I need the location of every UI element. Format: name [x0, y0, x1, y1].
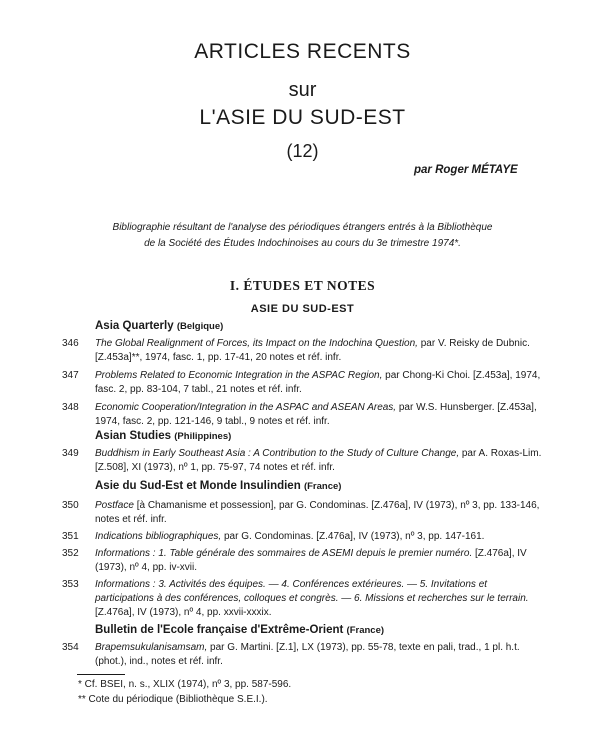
- journal-country: (France): [346, 625, 385, 636]
- journal-name: Asian Studies: [95, 430, 172, 442]
- title-articles-recents: ARTICLES RECENTS: [194, 40, 411, 63]
- journal-heading: [95, 624, 384, 636]
- footnote-1: * Cf. BSEI, n. s., XLIX (1974), nº 3, pp. 587-596.: [78, 679, 292, 690]
- journal-heading: [95, 320, 223, 332]
- entry-number: 349: [62, 448, 79, 459]
- entry-title: Informations : 3. Activités des équipes. — 4. Conférences extérieures. — 5. Invitations et participations à des conférences, colloques et congrès. — 6. Missions et recherches sur le terrain.: [95, 579, 529, 605]
- footnote-2: ** Cote du périodique (Bibliothèque S.E.I.).: [78, 694, 268, 705]
- entry-details: [Z.476a], IV (1973), nº 4, pp. xxvii-xxxix.: [95, 607, 272, 619]
- abstract-line-2: de la Société des Études Indochinoises au cours du 3e trimestre 1974*.: [144, 238, 461, 249]
- title-asie-du-sud-est: L'ASIE DU SUD-EST: [199, 106, 406, 129]
- abstract-line-1: Bibliographie résultant de l'analyse des périodiques étrangers entrés à la Bibliothèque: [112, 222, 493, 233]
- entry-number: 348: [62, 402, 79, 413]
- bibliography-entry: [62, 578, 547, 621]
- footnote-divider: [77, 674, 125, 675]
- entry-details: par G. Condominas. [Z.476a], IV (1973), nº 3, pp. 147-161.: [221, 531, 485, 542]
- journal-heading: [95, 480, 341, 492]
- section-heading: I. ÉTUDES ET NOTES: [229, 278, 376, 293]
- bibliography-entry: [62, 369, 547, 397]
- entry-number: 346: [62, 338, 79, 349]
- author-line: par Roger MÉTAYE: [414, 164, 518, 176]
- journal-country: (France): [303, 481, 342, 492]
- journal-name: Bulletin de l'Ecole française d'Extrême-Orient: [95, 624, 344, 636]
- entry-number: 352: [62, 548, 79, 559]
- entry-details: par Chong-Ki Choi. [Z.453a], 1974, fasc. 2, pp. 83-104, 7 tabl., 21 notes et réf. infr.: [95, 370, 541, 396]
- entry-title: Problems Related to Economic Integration in the ASPAC Region,: [95, 370, 383, 381]
- entry-details: par W.S. Hunsberger. [Z.453a], 1974, fasc. 2, pp. 121-146, 9 tabl., 9 notes et réf. infr.: [95, 402, 537, 428]
- bibliography-entry: [62, 447, 547, 475]
- entry-details: par V. Reisky de Dubnic. [Z.453a]**, 1974, fasc. 1, pp. 17-41, 20 notes et réf. infr.: [95, 338, 530, 364]
- issue-number: (12): [286, 141, 319, 161]
- entry-title: Indications bibliographiques,: [95, 531, 222, 542]
- entry-title: The Global Realignment of Forces, its Impact on the Indochina Question,: [95, 338, 418, 349]
- entry-number: 354: [62, 642, 79, 653]
- entry-details: par A. Roxas-Lim. [Z.508], XI (1973), nº 1, pp. 75-97, 74 notes et réf. infr.: [95, 448, 542, 474]
- journal-country: (Belgique): [176, 321, 224, 332]
- entry-title: Buddhism in Early Southeast Asia : A Contribution to the Study of Culture Change,: [95, 448, 460, 459]
- journal-name: Asia Quarterly: [95, 320, 174, 332]
- bibliography-entry: [62, 547, 547, 575]
- journal-country: (Philippines): [174, 431, 232, 442]
- bibliography-entry: [62, 530, 547, 544]
- entry-details: par G. Martini. [Z.1], LX (1973), pp. 55-78, texte en pali, trad., 1 pl. h.t. (phot.), ind., notes et réf. infr.: [95, 642, 520, 668]
- entry-title: Economic Cooperation/Integration in the ASPAC and ASEAN Areas,: [95, 402, 397, 413]
- entry-title: Informations : 1. Table générale des sommaires de ASEMI depuis le premier numéro.: [95, 548, 473, 559]
- entry-details: [Z.476a], IV (1973), nº 4, pp. iv-xvii.: [95, 548, 527, 574]
- entry-details: [à Chamanisme et possession], par G. Condominas. [Z.476a], IV (1973), nº 3, pp. 133-146, notes et réf. infr.: [95, 500, 540, 526]
- abstract: [0, 220, 605, 252]
- journal-heading: [95, 430, 231, 442]
- bibliography-entry: [62, 641, 547, 669]
- entry-title: Postface: [95, 500, 134, 511]
- bibliography-entry: [62, 401, 547, 429]
- entry-number: 351: [62, 531, 79, 542]
- entry-title: Brapemsukulanisamsam,: [95, 642, 208, 653]
- entry-number: 353: [62, 579, 79, 590]
- bibliography-entry: [62, 337, 547, 365]
- entry-number: 350: [62, 500, 79, 511]
- title-sur: sur: [288, 79, 317, 101]
- bibliography-entry: [62, 499, 547, 527]
- region-heading: ASIE DU SUD-EST: [250, 303, 355, 315]
- journal-name: Asie du Sud-Est et Monde Insulindien: [95, 480, 301, 492]
- entry-number: 347: [62, 370, 79, 381]
